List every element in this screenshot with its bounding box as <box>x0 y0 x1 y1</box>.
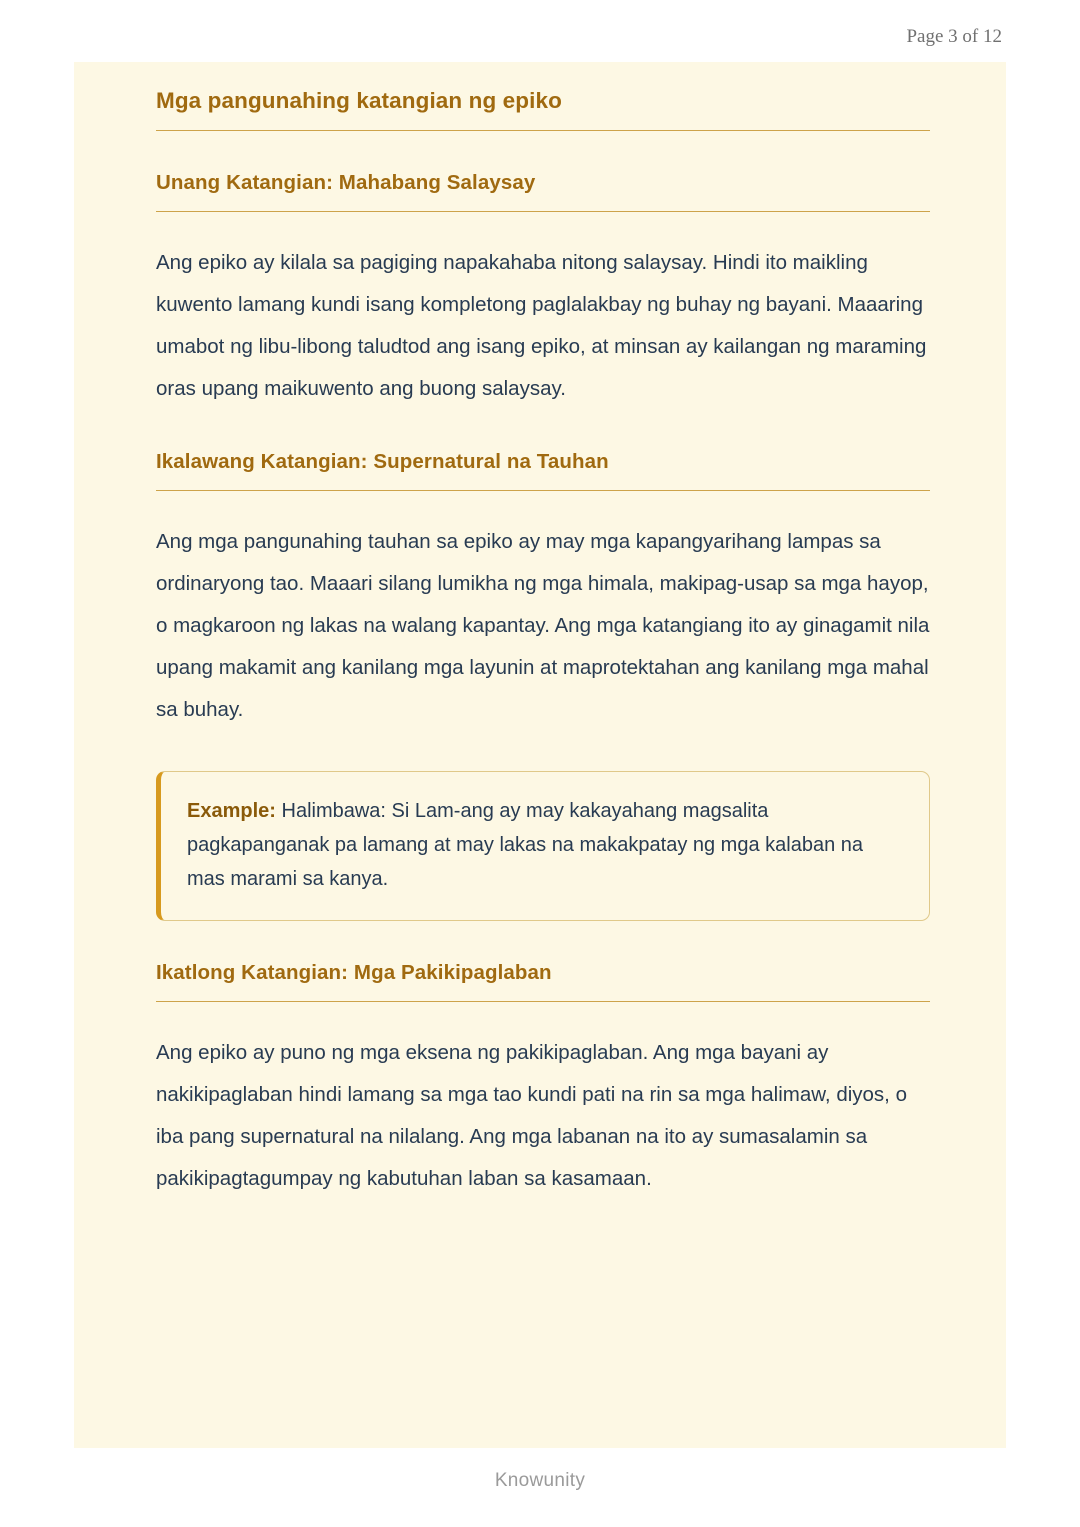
callout-body: Halimbawa: Si Lam-ang ay may kakayahang magsalita pagkapanganak pa lamang at may lakas na makakpatay ng mga kalaban na mas marami sa kanya. <box>187 800 864 890</box>
page-title: Mga pangunahing katangian ng epiko <box>156 88 562 113</box>
section-heading-3: Ikatlong Katangian: Mga Pakikipaglaban <box>156 961 552 984</box>
section-paragraph-3: Ang epiko ay puno ng mga eksena ng pakikipaglaban. Ang mga bayani ay nakikipaglaban hindi lamang sa mga tao kundi pati na rin sa mga halimaw, diyos, o iba pang supernatural na nilalang. Ang mga labanan na ito ay sumasalamin sa pakikipagtagumpay ng kabutuhan laban sa kasamaan. <box>156 1041 907 1190</box>
document-content <box>74 62 1006 1200</box>
section-heading-1: Unang Katangian: Mahabang Salaysay <box>156 171 536 194</box>
section-paragraph-2: Ang mga pangunahing tauhan sa epiko ay may mga kapangyarihang lampas sa ordinaryong tao. Maaari silang lumikha ng mga himala, makipag-usap sa mga hayop, o magkaroon ng lakas na walang kapantay. Ang mga katangiang ito ay ginagamit nila upang makamit ang kanilang mga layunin at maprotektahan ang kanilang mga mahal sa buhay. <box>156 530 930 721</box>
section-paragraph-1: Ang epiko ay kilala sa pagiging napakahaba nitong salaysay. Hindi ito maikling kuwento lamang kundi isang kompletong paglalakbay ng buhay ng bayani. Maaaring umabot ng libu-libong taludtod ang isang epiko, at minsan ay kailangan ng maraming oras upang maikuwento ang buong salaysay. <box>156 251 927 400</box>
page-indicator: Page 3 of 12 <box>906 26 1002 47</box>
document-page <box>74 62 1006 1448</box>
section-heading-2: Ikalawang Katangian: Supernatural na Tauhan <box>156 450 609 473</box>
footer-brand: Knowunity <box>494 1470 586 1491</box>
callout-text <box>187 794 903 896</box>
callout-label: Example: <box>187 800 276 822</box>
example-callout <box>156 771 930 921</box>
